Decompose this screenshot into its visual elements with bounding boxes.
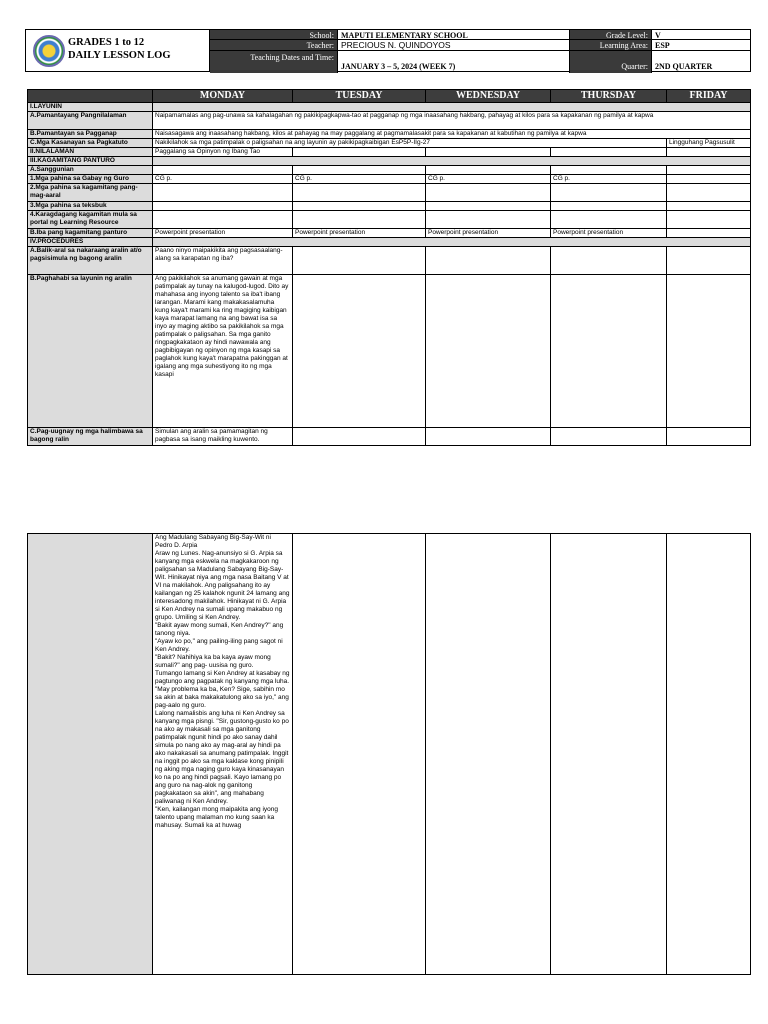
merged-cell: Naisasagawa ang inaasahang hakbang, kilos at pahayag na may paggalang at pagmamalasakit para sa kapakanan at kabutihan ng pamilya at kapwa — [153, 130, 751, 139]
row-label: III.KAGAMITANG PANTURO — [28, 157, 153, 166]
teacher-label: Teacher: — [210, 40, 338, 51]
section-row — [28, 103, 751, 112]
row-label: C.Pag-uugnay ng mga halimbawa sa bagong ralin — [28, 428, 153, 446]
table-row — [28, 275, 751, 428]
day-cell — [426, 211, 551, 229]
header-title-box — [25, 29, 210, 72]
day-cell — [551, 275, 667, 428]
day-cell — [551, 148, 667, 157]
day-cell: Paggalang sa Opinyon ng Ibang Tao — [153, 148, 293, 157]
row-label: IV.PROCEDURES — [28, 238, 153, 247]
day-cell — [667, 184, 751, 202]
day-cell — [426, 428, 551, 446]
row-label: A.Pamantayang Pangnilalaman — [28, 112, 153, 130]
table-row — [28, 130, 751, 139]
table-row — [28, 112, 751, 130]
day-cell — [426, 166, 551, 175]
day-cell — [426, 534, 551, 975]
table-row — [28, 184, 751, 202]
day-cell — [551, 247, 667, 275]
deped-seal-icon — [33, 35, 65, 67]
row-label: B.Pamantayan sa Pagganap — [28, 130, 153, 139]
table-row — [28, 229, 751, 238]
row-label: 1.Mga pahina sa Gabay ng Guro — [28, 175, 153, 184]
title-line-2: DAILY LESSON LOG — [68, 50, 171, 61]
section-filler — [153, 103, 751, 112]
day-cell: CG p. — [293, 175, 426, 184]
quarter-value: 2ND QUARTER — [655, 62, 713, 71]
table-row — [28, 211, 751, 229]
table-row — [28, 534, 751, 975]
row-label: A.Balik-aral sa nakaraang aralin at/o pagsisimula ng bagong aralin — [28, 247, 153, 275]
day-cell: Simulan ang aralin sa pamamagitan ng pagbasa sa isang maikling kuwento. — [153, 428, 293, 446]
day-cell — [667, 166, 751, 175]
day-header: FRIDAY — [667, 90, 751, 103]
day-cell — [667, 534, 751, 975]
merged-cell: Nakikilahok sa mga patimpalak o paligsahan na ang layunin ay pakikipagkaibigan EsP5P-IIg-27 — [153, 139, 667, 148]
day-cell — [293, 202, 426, 211]
day-cell — [667, 202, 751, 211]
day-cell: CG p. — [426, 175, 551, 184]
day-cell — [667, 211, 751, 229]
learning-area-label: Learning Area: — [570, 40, 652, 51]
friday-cell: Lingguhang Pagsusulit — [667, 139, 751, 148]
teacher-value: PRECIOUS N. QUINDOYOS — [338, 40, 570, 51]
day-cell — [293, 148, 426, 157]
day-cell: Powerpoint presentation — [153, 229, 293, 238]
day-cell — [667, 275, 751, 428]
table-row — [28, 247, 751, 275]
day-cell — [667, 247, 751, 275]
section-filler — [153, 157, 751, 166]
day-cell — [667, 428, 751, 446]
teaching-dates-label: Teaching Dates and Time: — [210, 51, 338, 73]
school-value: MAPUTI ELEMENTARY SCHOOL — [338, 30, 570, 40]
daily-lesson-log-table — [27, 89, 751, 446]
day-cell — [293, 184, 426, 202]
day-cell — [426, 148, 551, 157]
day-cell — [293, 166, 426, 175]
day-cell — [551, 184, 667, 202]
row-label: 3.Mga pahina sa teksbuk — [28, 202, 153, 211]
day-cell: Powerpoint presentation — [293, 229, 426, 238]
table-row — [28, 166, 751, 175]
row-label — [28, 534, 153, 975]
table-row — [28, 428, 751, 446]
day-cell — [426, 202, 551, 211]
school-label: School: — [210, 30, 338, 40]
days-header-row — [28, 90, 751, 103]
row-label: B.Paghahabi sa layunin ng aralin — [28, 275, 153, 428]
day-cell — [153, 202, 293, 211]
row-label: 2.Mga pahina sa kagamitang pang-mag-aaral — [28, 184, 153, 202]
section-row — [28, 157, 751, 166]
day-cell: CG p. — [551, 175, 667, 184]
day-cell — [667, 229, 751, 238]
row-label: A.Sanggunian — [28, 166, 153, 175]
row-label: 4.Karagdagang kagamitan mula sa portal ng Learning Resource — [28, 211, 153, 229]
day-header: TUESDAY — [293, 90, 426, 103]
lesson-log-header — [25, 29, 751, 72]
row-label: II.NILALAMAN — [28, 148, 153, 157]
day-cell: Ang pakikilahok sa anumang gawain at mga patimpalak ay tunay na kalugod-lugod. Dito ay mahahasa ang inyong talento sa iba't ibang larangan. Marami kang makakasalamuha kung kaya't marami ka ring magiging kaibigan kaya marapat lamang na ang bawat isa sa inyo ay maging aktibo sa pakikilahok sa mga patimpalak o paligsahan. Sa mga ganito ringpagkakataon ay hindi nawawala ang pagbibigayan ng opinyon ng mga kasapi sa paglahok kung kaya't marapatna pakinggan at igalang ang mga suhestiyong ito ng mga kasapi — [153, 275, 293, 428]
table-row — [28, 202, 751, 211]
day-cell — [426, 247, 551, 275]
day-cell — [153, 211, 293, 229]
title-line-1: GRADES 1 to 12 — [68, 37, 145, 48]
day-cell — [426, 275, 551, 428]
day-header: MONDAY — [153, 90, 293, 103]
row-label: B.Iba pang kagamitang panturo — [28, 229, 153, 238]
day-header: WEDNESDAY — [426, 90, 551, 103]
day-cell — [153, 166, 293, 175]
day-cell — [551, 428, 667, 446]
day-cell — [293, 247, 426, 275]
day-cell — [293, 211, 426, 229]
teaching-dates-value: JANUARY 3 – 5, 2024 (WEEK 7) — [338, 51, 570, 73]
quarter-label: Quarter: — [570, 51, 652, 73]
table-row — [28, 139, 751, 148]
story-cell: Ang Madulang Sabayang Big-Say-Wit ni Pedro D. Arpia Araw ng Lunes. Nag-anunsiyo si G. Arpia sa kanyang mga eskwela na magkakaroon ng paligsahan sa Madulang Sabayang Big-Say-Wit. Hinikayat niya ang mga nasa Baitang V at VI na makilahok. Ang paligsahang ito ay kailangan ng 25 kalahok ngunit 24 lamang ang interesadong makilahok. Hinikayat ni G. Arpia si Ken Andrey na sumali upang makabuo ng grupo. Umiling si Ken Andrey. "Bakit ayaw mong sumali, Ken Andrey?" ang tanong niya. "Ayaw ko po," ang pailing-iling pang sagot ni Ken Andrey. "Bakit? Nahihiya ka ba kaya ayaw mong sumali?" ang pag- uusisa ng guro. Tumango lamang si Ken Andrey at kasabay ng pagtungo ang pagpatak ng kanyang mga luha. "May problema ka ba, Ken? Sige, sabihin mo sa akin at baka makakatulong ako sa iyo," ang pag-aalo ng guro. Lalong namalisbis ang luha ni Ken Andrey sa kanyang mga pisngi. "Sir, gustong-gusto ko po na ako ay makasali sa mga ganitong patimpalak ngunit hindi po ako sanay dahil simula po nang ako ay mag-aral ay hindi pa ako nakakasali sa anumang patimpalak. Inggit na inggit po ako sa mga kaklase kong pinipili ng aking mga naging guro kaya kinasanayan ko na po ang hindi pagsali. Kayo lamang po ang guro na nag-alok ng ganitong pagkakataon sa akin", ang mahabang paliwanag ni Ken Andrey. "Ken, kailangan mong maipakita ang iyong talento upang malaman mo kung saan ka mahusay. Sumali ka at huwag — [153, 534, 293, 975]
day-cell — [667, 175, 751, 184]
day-cell — [293, 534, 426, 975]
row-label: C.Mga Kasanayan sa Pagkatuto — [28, 139, 153, 148]
day-cell — [426, 184, 551, 202]
section-row — [28, 238, 751, 247]
continuation-table — [27, 533, 751, 975]
day-cell — [551, 534, 667, 975]
table-row — [28, 175, 751, 184]
day-cell: Powerpoint presentation — [551, 229, 667, 238]
day-cell — [551, 166, 667, 175]
day-cell — [551, 211, 667, 229]
day-cell — [153, 184, 293, 202]
section-filler — [153, 238, 751, 247]
merged-cell: Naipamamalas ang pag-unawa sa kahalagahan ng pakikipagkapwa-tao at pagganap ng mga inaasahang hakbang, pahayag at kilos para sa kapakanan ng pamilya at kapwa — [153, 112, 751, 130]
learning-area-value: ESP — [652, 40, 751, 51]
document-title — [68, 36, 171, 62]
grade-level-value: V — [652, 30, 751, 40]
table-row — [28, 148, 751, 157]
day-cell — [293, 275, 426, 428]
day-header: THURSDAY — [551, 90, 667, 103]
day-cell — [293, 428, 426, 446]
day-cell — [551, 202, 667, 211]
header-info-grid — [210, 29, 751, 72]
day-cell: CG p. — [153, 175, 293, 184]
day-cell — [667, 148, 751, 157]
corner-header — [28, 90, 153, 103]
grade-level-label: Grade Level: — [570, 30, 652, 40]
row-label: I.LAYUNIN — [28, 103, 153, 112]
day-cell: Powerpoint presentation — [426, 229, 551, 238]
day-cell: Paano ninyo maipakikita ang pagsasaalang-alang sa karapatan ng iba? — [153, 247, 293, 275]
